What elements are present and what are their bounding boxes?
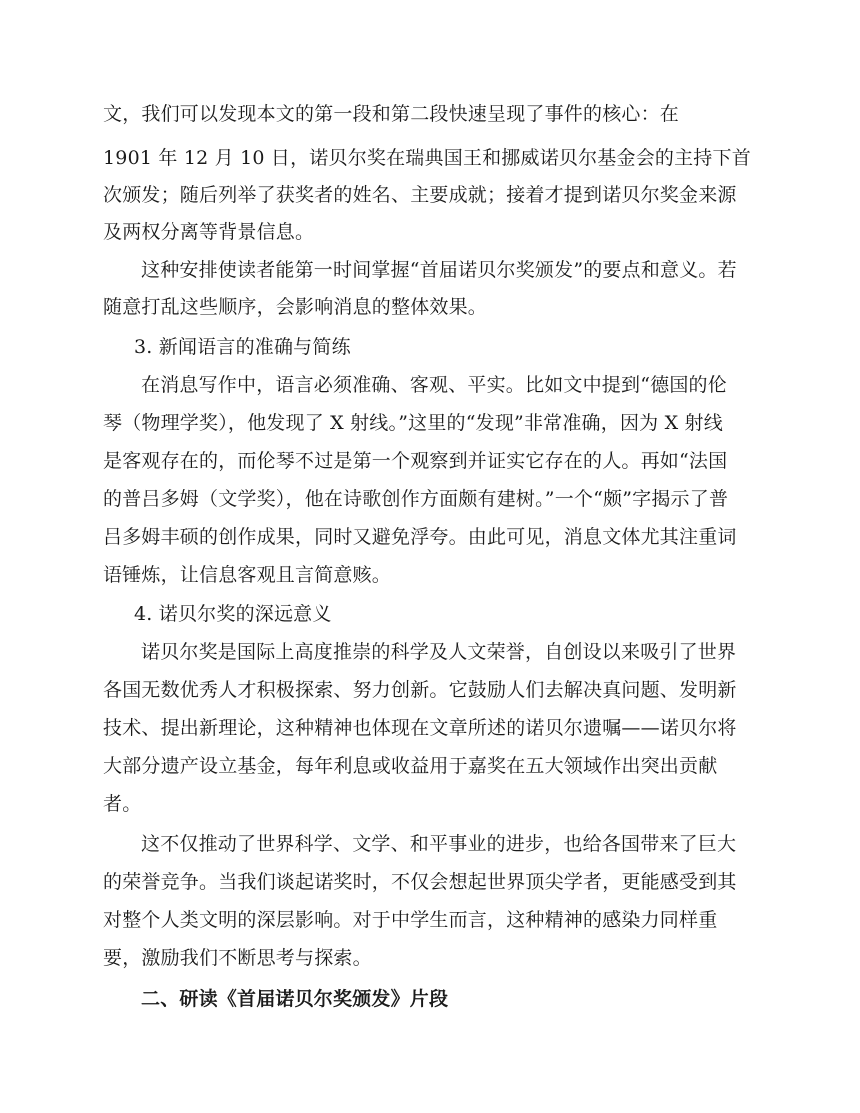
body-text-line: 是客观存在的，而伦琴不过是第一个观察到并证实它存在的人。再如“法国: [103, 450, 728, 472]
section-heading: 4. 诺贝尔奖的深远意义: [134, 603, 332, 625]
body-text-line: 者。: [103, 793, 142, 815]
body-text-line: 1901 年 12 月 10 日，诺贝尔奖在瑞典国王和挪威诺贝尔基金会的主持下首: [103, 147, 751, 169]
body-text-line: 这不仅推动了世界科学、文学、和平事业的进步，也给各国带来了巨大: [141, 833, 737, 855]
body-text-line: 次颁发；随后列举了获奖者的姓名、主要成就；接着才提到诺贝尔奖金来源: [103, 184, 737, 206]
body-text-line: 这种安排使读者能第一时间掌握“首届诺贝尔奖颁发”的要点和意义。若: [141, 259, 737, 281]
body-text-line: 各国无数优秀人才积极探索、努力创新。它鼓励人们去解决真问题、发明新: [103, 679, 737, 701]
body-text-line: 文，我们可以发现本文的第一段和第二段快速呈现了事件的核心：在: [103, 103, 680, 125]
chapter-heading: 二、研读《首届诺贝尔奖颁发》片段: [141, 988, 449, 1010]
body-text-line: 在消息写作中，语言必须准确、客观、平实。比如文中提到“德国的伦: [141, 374, 727, 396]
body-text-line: 对整个人类文明的深层影响。对于中学生而言，这种精神的感染力同样重: [103, 909, 718, 931]
body-text-line: 要，激励我们不断思考与探索。: [103, 947, 372, 969]
body-text-line: 大部分遗产设立基金，每年利息或收益用于嘉奖在五大领域作出突出贡献: [103, 755, 718, 777]
body-text-line: 语锤炼，让信息客观且言简意赅。: [103, 564, 392, 586]
body-text-line: 诺贝尔奖是国际上高度推崇的科学及人文荣誉，自创设以来吸引了世界: [141, 641, 737, 663]
body-text-line: 吕多姆丰硕的创作成果，同时又避免浮夸。由此可见，消息文体尤其注重词: [103, 526, 737, 548]
body-text-line: 的荣誉竞争。当我们谈起诺奖时，不仅会想起世界顶尖学者，更能感受到其: [103, 871, 737, 893]
section-heading: 3. 新闻语言的准确与简练: [134, 336, 351, 358]
body-text-line: 技术、提出新理论，这种精神也体现在文章所述的诺贝尔遗嘱——诺贝尔将: [103, 717, 737, 739]
body-text-line: 的普吕多姆（文学奖），他在诗歌创作方面颇有建树。”一个“颇”字揭示了普: [103, 488, 729, 510]
body-text-line: 随意打乱这些顺序，会影响消息的整体效果。: [103, 296, 488, 318]
body-text-line: 及两权分离等背景信息。: [103, 221, 315, 243]
body-text-line: 琴（物理学奖），他发现了 X 射线。”这里的“发现”非常准确，因为 X 射线: [103, 412, 723, 434]
